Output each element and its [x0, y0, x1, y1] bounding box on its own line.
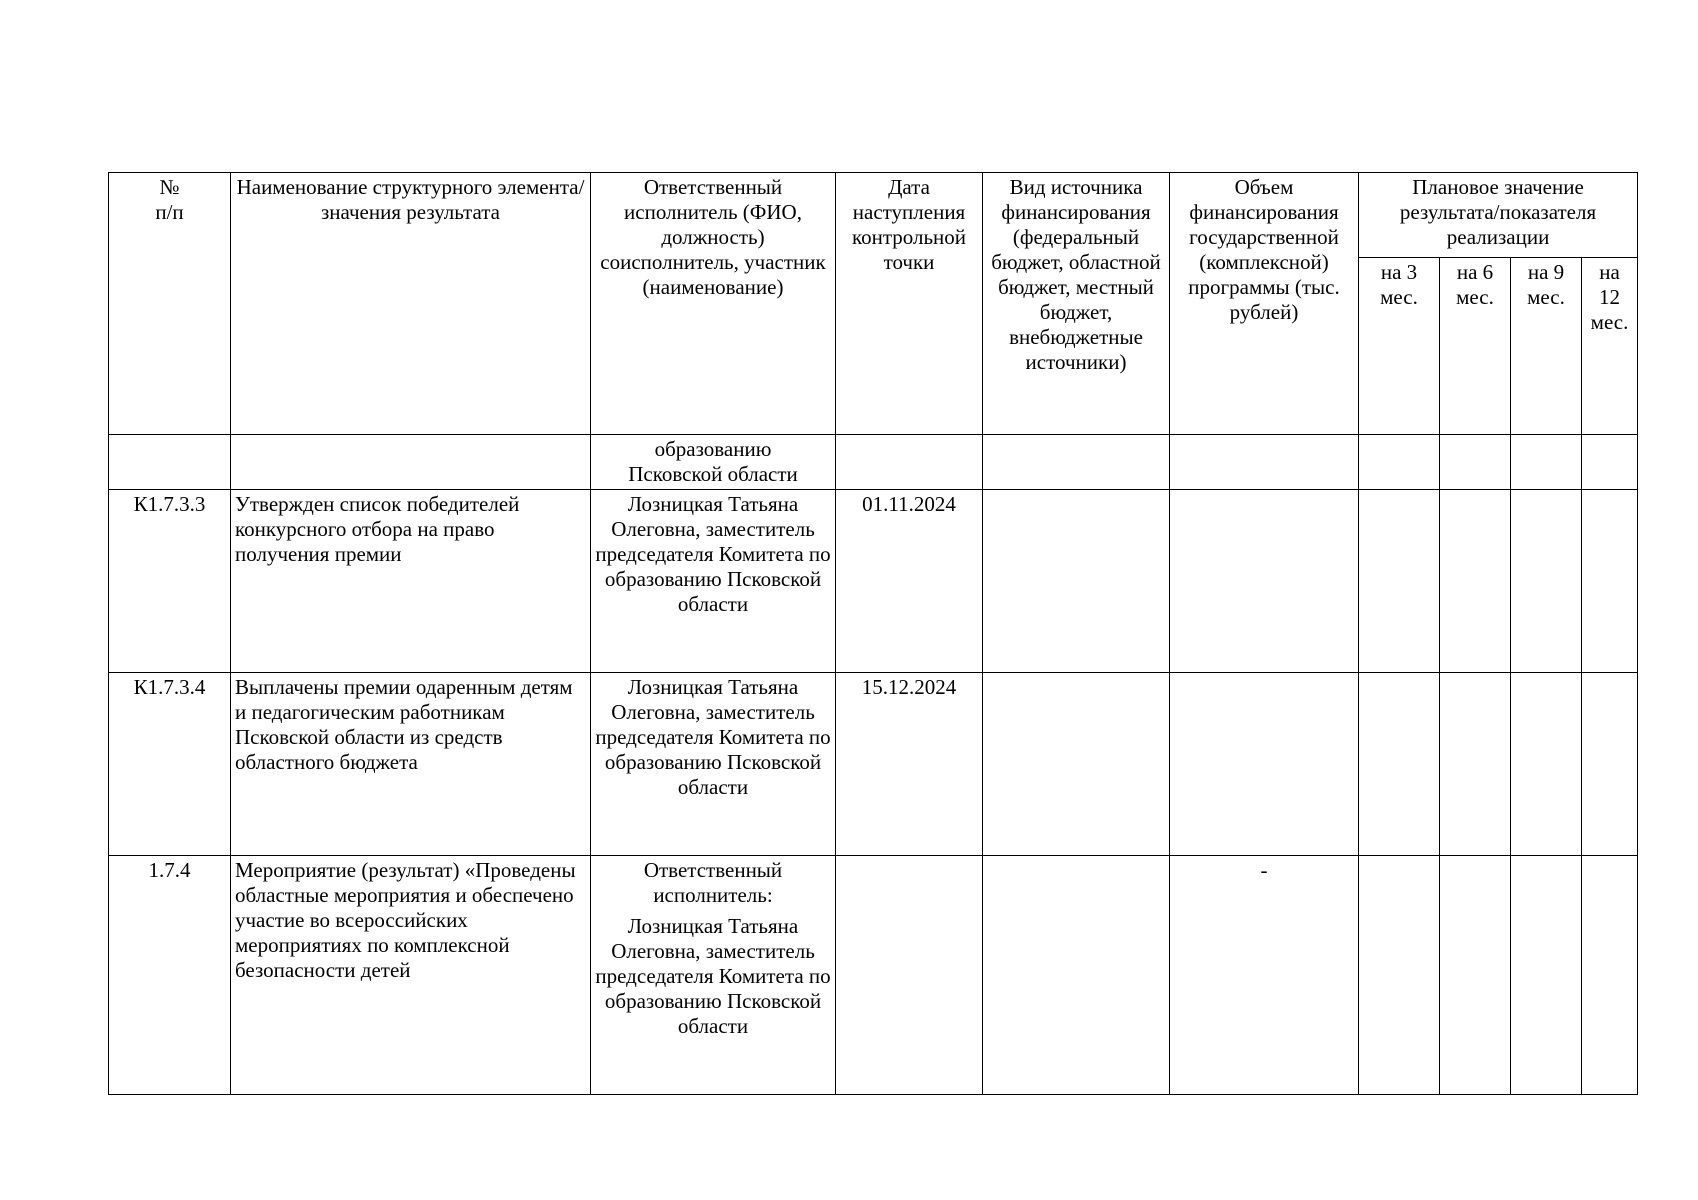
- row-responsible: Лозницкая Татьяна Олеговна, заместитель председателя Комитета по образованию Псковской области: [591, 673, 836, 856]
- row-volume: [1170, 435, 1359, 490]
- row-num: [109, 435, 231, 490]
- row-source: [983, 490, 1170, 673]
- header-volume: Объем финансирования государственной (комплексной) программы (тыс. рублей): [1170, 173, 1359, 435]
- row-volume: [1170, 490, 1359, 673]
- row-m3: [1359, 856, 1440, 1095]
- row-m9: [1511, 856, 1582, 1095]
- row-source: [983, 856, 1170, 1095]
- row-m3: [1359, 673, 1440, 856]
- header-date: Дата наступления контрольной точки: [836, 173, 983, 435]
- row-num: К1.7.3.4: [109, 673, 231, 856]
- row-num: 1.7.4: [109, 856, 231, 1095]
- row-m12: [1582, 673, 1638, 856]
- row-m12: [1582, 856, 1638, 1095]
- header-num: № п/п: [109, 173, 231, 435]
- row-m9: [1511, 490, 1582, 673]
- table-row: [109, 673, 1638, 856]
- header-planned: Плановое значение результата/показателя реализации: [1359, 173, 1638, 258]
- row-responsible: Лозницкая Татьяна Олеговна, заместитель председателя Комитета по образованию Псковской области: [595, 914, 831, 1038]
- header-m6: на 6 мес.: [1440, 258, 1511, 435]
- table-row: [109, 856, 1638, 1095]
- row-m3: [1359, 435, 1440, 490]
- row-name: Мероприятие (результат) «Проведены областные мероприятия и обеспечено участие во всероссийских мероприятиях по комплексной безопасности детей: [231, 856, 591, 1095]
- row-date: [836, 856, 983, 1095]
- row-responsible: Лозницкая Татьяна Олеговна, заместитель председателя Комитета по образованию Псковской области: [591, 490, 836, 673]
- row-name: Утвержден список победителей конкурсного отбора на право получения премии: [231, 490, 591, 673]
- header-m3: на 3 мес.: [1359, 258, 1440, 435]
- row-num: К1.7.3.3: [109, 490, 231, 673]
- header-responsible: Ответственный исполнитель (ФИО, должность) соисполнитель, участник (наименование): [591, 173, 836, 435]
- row-responsible-cell: [591, 856, 836, 1095]
- header-m12: на 12 мес.: [1582, 258, 1638, 435]
- row-m6: [1440, 435, 1511, 490]
- header-source: Вид источника финансирования (федеральный бюджет, областной бюджет, местный бюджет, внебюджетные источники): [983, 173, 1170, 435]
- row-date: 01.11.2024: [836, 490, 983, 673]
- header-m9: на 9 мес.: [1511, 258, 1582, 435]
- row-m6: [1440, 673, 1511, 856]
- row-m12: [1582, 435, 1638, 490]
- row-m6: [1440, 856, 1511, 1095]
- header-row-1: [109, 173, 1638, 258]
- row-name: Выплачены премии одаренным детям и педагогическим работникам Псковской области из средств областного бюджета: [231, 673, 591, 856]
- row-m3: [1359, 490, 1440, 673]
- row-date: [836, 435, 983, 490]
- row-source: [983, 673, 1170, 856]
- row-responsible: образованию Псковской области: [591, 435, 836, 490]
- row-volume: -: [1170, 856, 1359, 1095]
- row-m9: [1511, 673, 1582, 856]
- row-responsible-label: Ответственный исполнитель:: [643, 858, 783, 907]
- table-row: [109, 490, 1638, 673]
- header-name: Наименование структурного элемента/ значения результата: [231, 173, 591, 435]
- row-name: [231, 435, 591, 490]
- row-m9: [1511, 435, 1582, 490]
- row-m6: [1440, 490, 1511, 673]
- row-date: 15.12.2024: [836, 673, 983, 856]
- row-m12: [1582, 490, 1638, 673]
- row-source: [983, 435, 1170, 490]
- row-volume: [1170, 673, 1359, 856]
- plan-table: [108, 172, 1638, 1095]
- table-row: [109, 435, 1638, 490]
